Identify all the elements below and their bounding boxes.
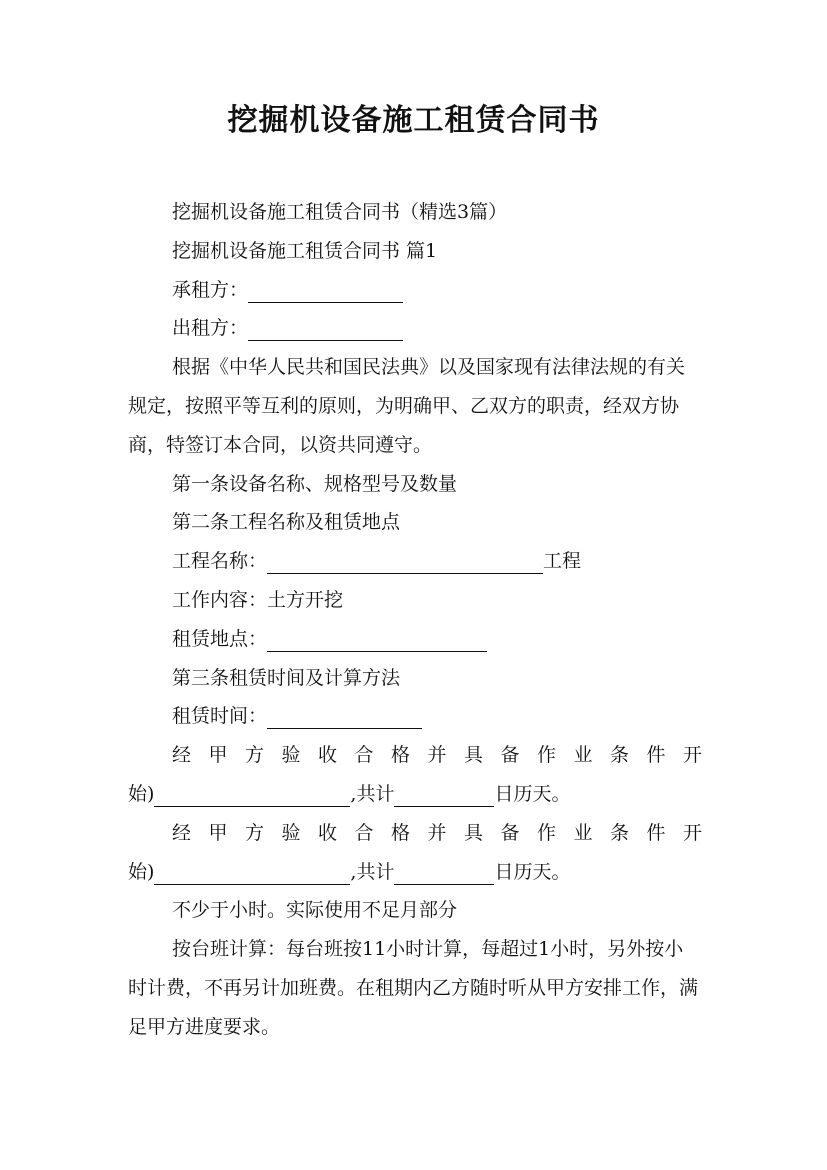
project-name-line (128, 542, 702, 581)
start-blank-1 (154, 779, 350, 807)
total-label-2: ,共计 (350, 860, 395, 883)
project-suffix: 工程 (543, 550, 582, 573)
lessor-label: 出租方： (172, 317, 249, 340)
start-line-2 (128, 853, 702, 892)
lease-time-line (128, 697, 702, 736)
days-blank-1 (394, 779, 494, 807)
start-blank-2 (154, 857, 350, 885)
min-hours-line: 不少于小时。实际使用不足月部分 (172, 899, 458, 922)
start-prefix-1: 始) (128, 782, 155, 805)
lessee-label: 承租方： (172, 278, 249, 301)
start-prefix-2: 始) (128, 860, 155, 883)
article-3-heading: 第三条租赁时间及计算方法 (172, 666, 401, 689)
preamble-paragraph: 根据《中华人民共和国民法典》以及国家现有法律法规的有关规定，按照平等互利的原则，为明确甲、乙双方的职责，经双方协商，特签订本合同，以资共同遵守。 (128, 356, 686, 456)
calendar-days-2: 日历天。 (494, 860, 571, 883)
lessee-blank (248, 275, 403, 303)
acceptance-line-1: 经甲方验收合格并具备作业条件开 (172, 744, 702, 767)
lessee-line (128, 271, 702, 310)
subtitle: 挖掘机设备施工租赁合同书（精选3篇） (172, 201, 508, 223)
work-content-line: 工作内容：土方开挖 (172, 588, 344, 611)
project-name-blank (267, 546, 543, 574)
document-title: 挖掘机设备施工租赁合同书 (227, 103, 600, 138)
shift-calc-paragraph: 按台班计算：每台班按11小时计算，每超过1小时，另外按小时计费，不再另计加班费。在租期内乙方随时听从甲方安排工作，满足甲方进度要求。 (128, 938, 699, 1038)
location-label: 租赁地点： (172, 627, 268, 650)
calendar-days-1: 日历天。 (494, 782, 571, 805)
acceptance-line-2: 经甲方验收合格并具备作业条件开 (172, 821, 702, 844)
document-body (128, 193, 702, 1047)
days-blank-2 (394, 857, 494, 885)
lease-time-blank (267, 701, 422, 729)
section-heading: 挖掘机设备施工租赁合同书 篇1 (172, 239, 438, 262)
lessor-line (128, 309, 702, 348)
project-name-label: 工程名称： (172, 550, 268, 573)
article-2-heading: 第二条工程名称及租赁地点 (172, 511, 401, 534)
article-1-heading: 第一条设备名称、规格型号及数量 (172, 472, 458, 495)
location-blank (267, 624, 487, 652)
start-line-1 (128, 775, 702, 814)
lease-time-label: 租赁时间： (172, 705, 268, 728)
location-line (128, 620, 702, 659)
lessor-blank (248, 313, 403, 341)
total-label-1: ,共计 (350, 782, 395, 805)
